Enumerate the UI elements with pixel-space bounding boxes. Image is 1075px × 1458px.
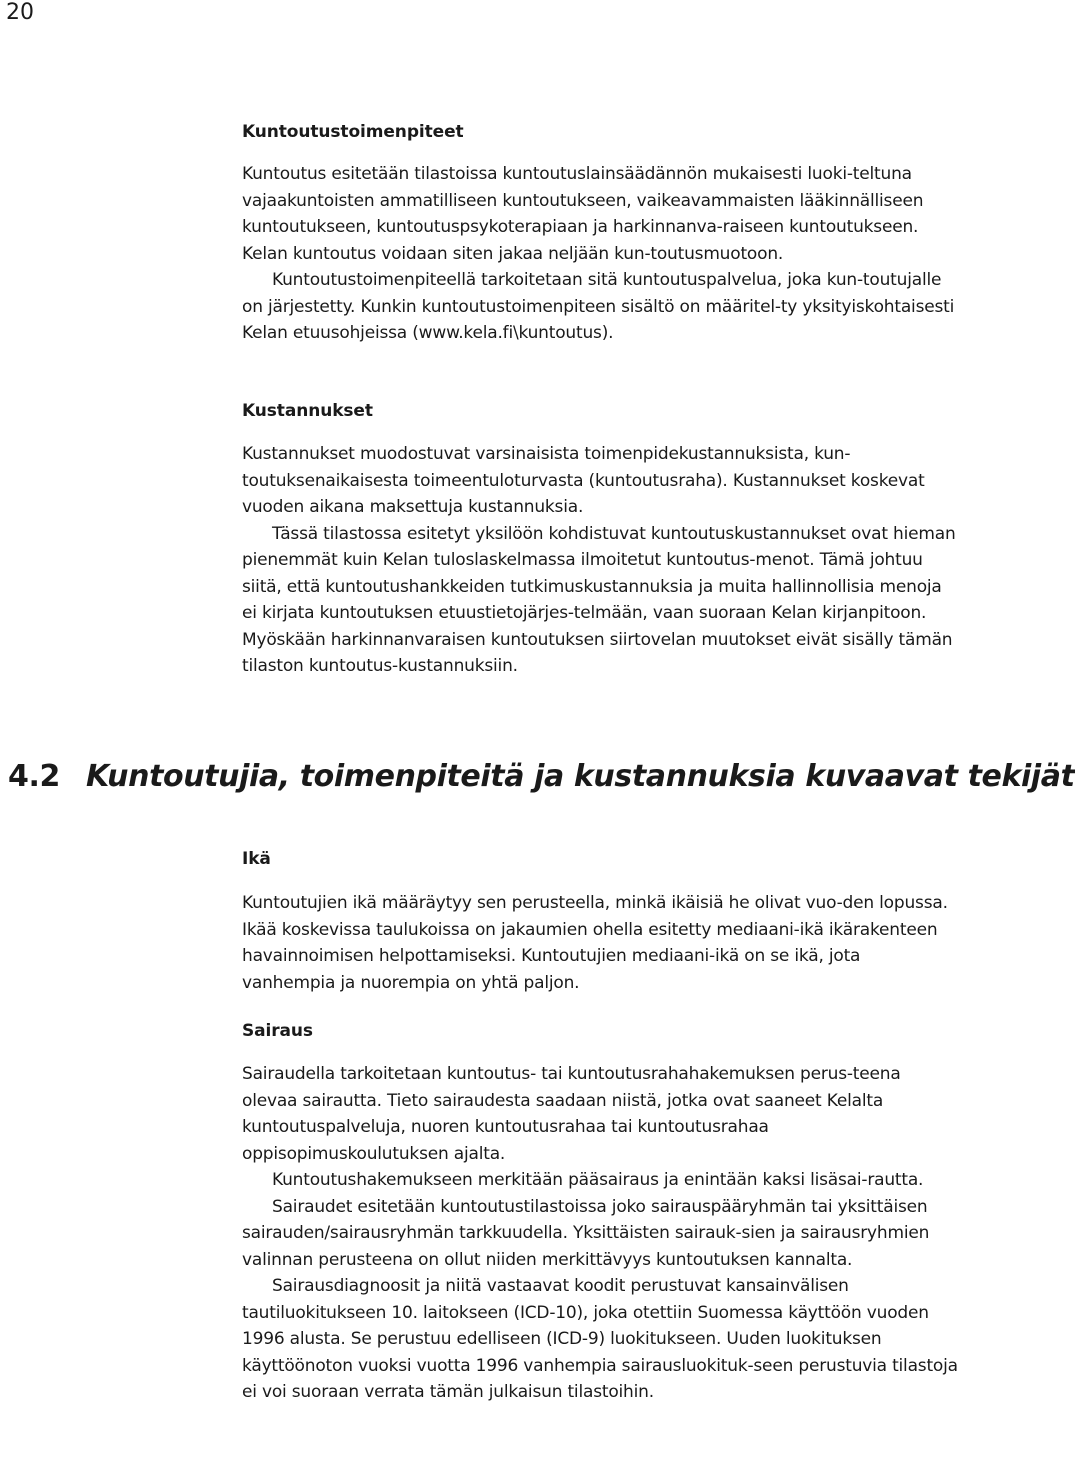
- chapter-number: 4.2: [8, 759, 60, 794]
- page-number: 20: [6, 0, 34, 25]
- paragraph: Sairausdiagnoosit ja niitä vastaavat koodit perustuvat kansainvälisen tautiluokitukseen 10. laitokseen (ICD-10), joka otettiin Suomessa käyttöön vuoden 1996 alusta. Se perustuu edelliseen (ICD-9) luokitukseen. Uuden luokituksen käyttöönoton vuoksi vuotta 1996 vanhempia sairausluokituk-seen perustuvia tilastoja ei voi suoraan verrata tämän julkaisun tilastoihin.: [242, 1276, 958, 1402]
- chapter-title: [8, 757, 1075, 797]
- paragraph: Kuntoutus esitetään tilastoissa kuntoutuslainsäädännön mukaisesti luoki-teltuna vajaakuntoisten ammatilliseen kuntoutukseen, vaikeavammaisten lääkinnälliseen kuntoutukseen, kuntoutuspsykoterapiaan ja harkinnanva-raiseen kuntoutukseen. Kelan kuntoutus voidaan siten jakaa neljään kun-toutusmuotoon.: [242, 164, 924, 264]
- section-kuntoutustoimenpiteet: [242, 119, 958, 347]
- section-heading: Sairaus: [242, 1021, 313, 1041]
- section-heading: Kuntoutustoimenpiteet: [242, 122, 464, 142]
- paragraph: Sairaudella tarkoitetaan kuntoutus- tai kuntoutusrahahakemuksen perus-teena olevaa sairautta. Tieto sairaudesta saadaan niistä, jotka ovat saaneet Kelalta kuntoutuspalveluja, nuoren kuntoutusrahaa tai kuntoutusrahaa oppisopimuskoulutuksen ajalta.: [242, 1064, 901, 1164]
- section-sairaus: [242, 1018, 958, 1406]
- paragraph: Kuntoutujien ikä määräytyy sen perusteella, minkä ikäisiä he olivat vuo-den lopussa. Ikää koskevissa taulukoissa on jakaumien ohella esitetty mediaani-ikä ikärakenteen havainnoimisen helpottamiseksi. Kuntoutujien mediaani-ikä on se ikä, jota vanhempia ja nuorempia on yhtä paljon.: [242, 893, 948, 993]
- paragraph: Tässä tilastossa esitetyt yksilöön kohdistuvat kuntoutuskustannukset ovat hieman pienemmät kuin Kelan tuloslaskelmassa ilmoitetut kuntoutus-menot. Tämä johtuu siitä, että kuntoutushankkeiden tutkimuskustannuksia ja muita hallinnollisia menoja ei kirjata kuntoutuksen etuustietojärjes-telmään, vaan suoraan Kelan kirjanpitoon. Myöskään harkinnanvaraisen kuntoutuksen siirtovelan muutokset eivät sisälly tämän tilaston kuntoutus-kustannuksiin.: [242, 523, 956, 676]
- section-heading: Ikä: [242, 849, 271, 869]
- section-ika: [242, 846, 958, 996]
- section-heading: Kustannukset: [242, 401, 373, 421]
- chapter-title-text: Kuntoutujia, toimenpiteitä ja kustannuksia kuvaavat tekijät: [85, 759, 1075, 794]
- paragraph: Kuntoutustoimenpiteellä tarkoitetaan sitä kuntoutuspalvelua, joka kun-toutujalle on järjestetty. Kunkin kuntoutustoimenpiteen sisältö on määritel-ty yksityiskohtaisesti Kelan etuusohjeissa (www.kela.fi\kuntoutus).: [242, 270, 955, 343]
- section-kustannukset: [242, 398, 958, 680]
- paragraph: Kuntoutushakemukseen merkitään pääsairaus ja enintään kaksi lisäsai-rautta.: [272, 1170, 924, 1190]
- paragraph: Kustannukset muodostuvat varsinaisista toimenpidekustannuksista, kun-toutuksenaikaisesta toimeentuloturvasta (kuntoutusraha). Kustannukset koskevat vuoden aikana maksettuja kustannuksia.: [242, 444, 925, 517]
- paragraph: Sairaudet esitetään kuntoutustilastoissa joko sairauspääryhmän tai yksittäisen sairauden/sairausryhmän tarkkuudella. Yksittäisten sairauk-sien ja sairausryhmien valinnan perusteena on ollut niiden merkittävyys kuntoutuksen kannalta.: [242, 1196, 930, 1270]
